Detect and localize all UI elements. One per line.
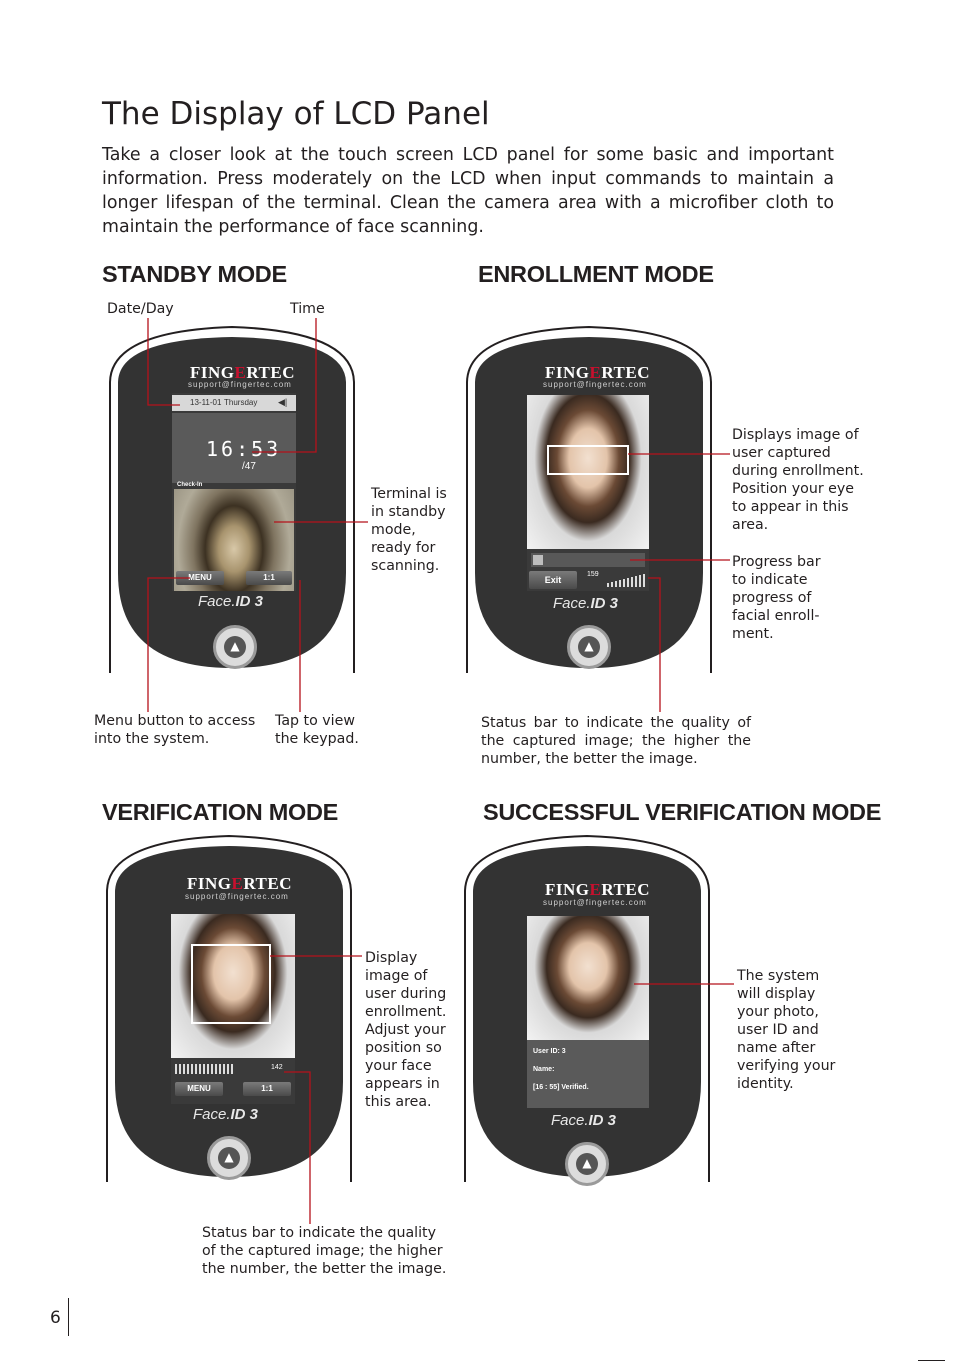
name-line: Name:: [533, 1066, 555, 1073]
speaker-icon: ◀|: [278, 397, 288, 407]
brand-logo: FINGERTEC: [190, 363, 295, 382]
progress-panel: [527, 549, 649, 591]
verification-status-label: Status bar to indicate the quality of the captured image; the higher the number, the better the image.: [202, 1225, 447, 1277]
bell-icon: ▲: [582, 1156, 592, 1170]
support-email: support@fingertec.com: [188, 380, 292, 389]
face-position-frame: [191, 944, 271, 1024]
verification-display-label: Display image of user during enrollment. Adjust your position so your face appears in this area.: [365, 950, 447, 1110]
page-number: 6: [50, 1308, 61, 1328]
verification-result-panel: [527, 1040, 649, 1108]
bell-button[interactable]: [567, 625, 611, 669]
time-label: Time: [290, 301, 325, 317]
model-name: Face.ID 3: [551, 1112, 617, 1129]
enrollment-status-label: Status bar to indicate the quality of the captured image; the higher the number, the better the image.: [481, 715, 751, 767]
quality-value: 142: [271, 1064, 283, 1071]
quality-meter: [607, 573, 645, 587]
keypad-button[interactable]: 1:1: [243, 1082, 291, 1096]
success-screen: [527, 916, 649, 1108]
standby-device: [102, 323, 362, 673]
support-email: support@fingertec.com: [185, 892, 289, 901]
menu-button[interactable]: MENU: [175, 1082, 223, 1096]
standby-heading: STANDBY MODE: [102, 261, 287, 287]
verified-line: [16 : 55] Verified.: [533, 1084, 589, 1091]
user-id-line: User ID: 3: [533, 1048, 566, 1055]
quality-meter: [175, 1064, 233, 1074]
standby-screen: [172, 393, 296, 591]
model-name: Face.ID 3: [553, 595, 619, 612]
enrollment-progress-label: Progress bar to indicate progress of facial enroll-ment.: [732, 554, 821, 642]
bell-button[interactable]: [213, 625, 257, 669]
success-device: [457, 832, 717, 1182]
enrollment-screen: [527, 395, 649, 591]
model-name: Face.ID 3: [193, 1106, 259, 1123]
page-title: The Display of LCD Panel: [102, 96, 490, 132]
success-face-photo: [527, 916, 649, 1042]
progress-bar-fill: [533, 555, 543, 565]
brand-logo: FINGERTEC: [545, 363, 650, 382]
page-number-rule: [68, 1298, 69, 1336]
keypad-button[interactable]: 1:1: [246, 571, 292, 585]
bell-icon: ▲: [230, 639, 240, 653]
enrollment-heading: ENROLLMENT MODE: [478, 261, 714, 287]
keypad-label: Tap to view the keypad.: [275, 713, 359, 747]
corner-rule: [918, 1360, 945, 1361]
intro-paragraph: Take a closer look at the touch screen LCD panel for some basic and important information. Press moderately on the LCD when input commands to maintain a longer lifespan of the terminal. Clean the camera area with a microfiber cloth to maintain the performance of face scanning.: [102, 145, 834, 237]
enrollment-display-label: Displays image of user captured during enrollment. Position your eye to appear in this area.: [732, 427, 864, 533]
brand-logo: FINGERTEC: [187, 874, 292, 893]
screen-clock: 16:53: [206, 437, 282, 461]
clock-panel: [172, 413, 296, 483]
screen-date: 13-11-01: [190, 398, 222, 407]
bell-button[interactable]: [207, 1136, 251, 1180]
enrollment-device: [459, 323, 719, 673]
screen-subclock: /47: [242, 461, 256, 472]
status-panel: [171, 1058, 295, 1104]
support-email: support@fingertec.com: [543, 380, 647, 389]
quality-value: 159: [587, 571, 599, 578]
bell-icon: ▲: [584, 639, 594, 653]
bell-button[interactable]: [565, 1142, 609, 1186]
exit-button[interactable]: Exit: [529, 571, 577, 589]
progress-bar: [531, 553, 645, 567]
date-day-label: Date/Day: [107, 301, 174, 317]
verification-device: [99, 832, 359, 1182]
success-heading: SUCCESSFUL VERIFICATION MODE: [483, 799, 882, 825]
bell-icon: ▲: [224, 1150, 234, 1164]
verification-screen: [171, 914, 295, 1104]
verification-heading: VERIFICATION MODE: [102, 799, 338, 825]
terminal-standby-label: Terminal is in standby mode, ready for scanning.: [371, 486, 447, 574]
success-display-label: The system will display your photo, user ID and name after verifying your identity.: [737, 968, 836, 1092]
support-email: support@fingertec.com: [543, 898, 647, 907]
eye-position-frame: [547, 445, 629, 475]
date-bar: [172, 395, 296, 411]
model-name: Face.ID 3: [198, 593, 264, 610]
menu-button[interactable]: MENU: [176, 571, 224, 585]
screen-day: Thursday: [224, 398, 258, 407]
menu-button-label: Menu button to access into the system.: [94, 713, 256, 747]
brand-logo: FINGERTEC: [545, 880, 650, 899]
screen-state: Check-In: [177, 482, 203, 488]
